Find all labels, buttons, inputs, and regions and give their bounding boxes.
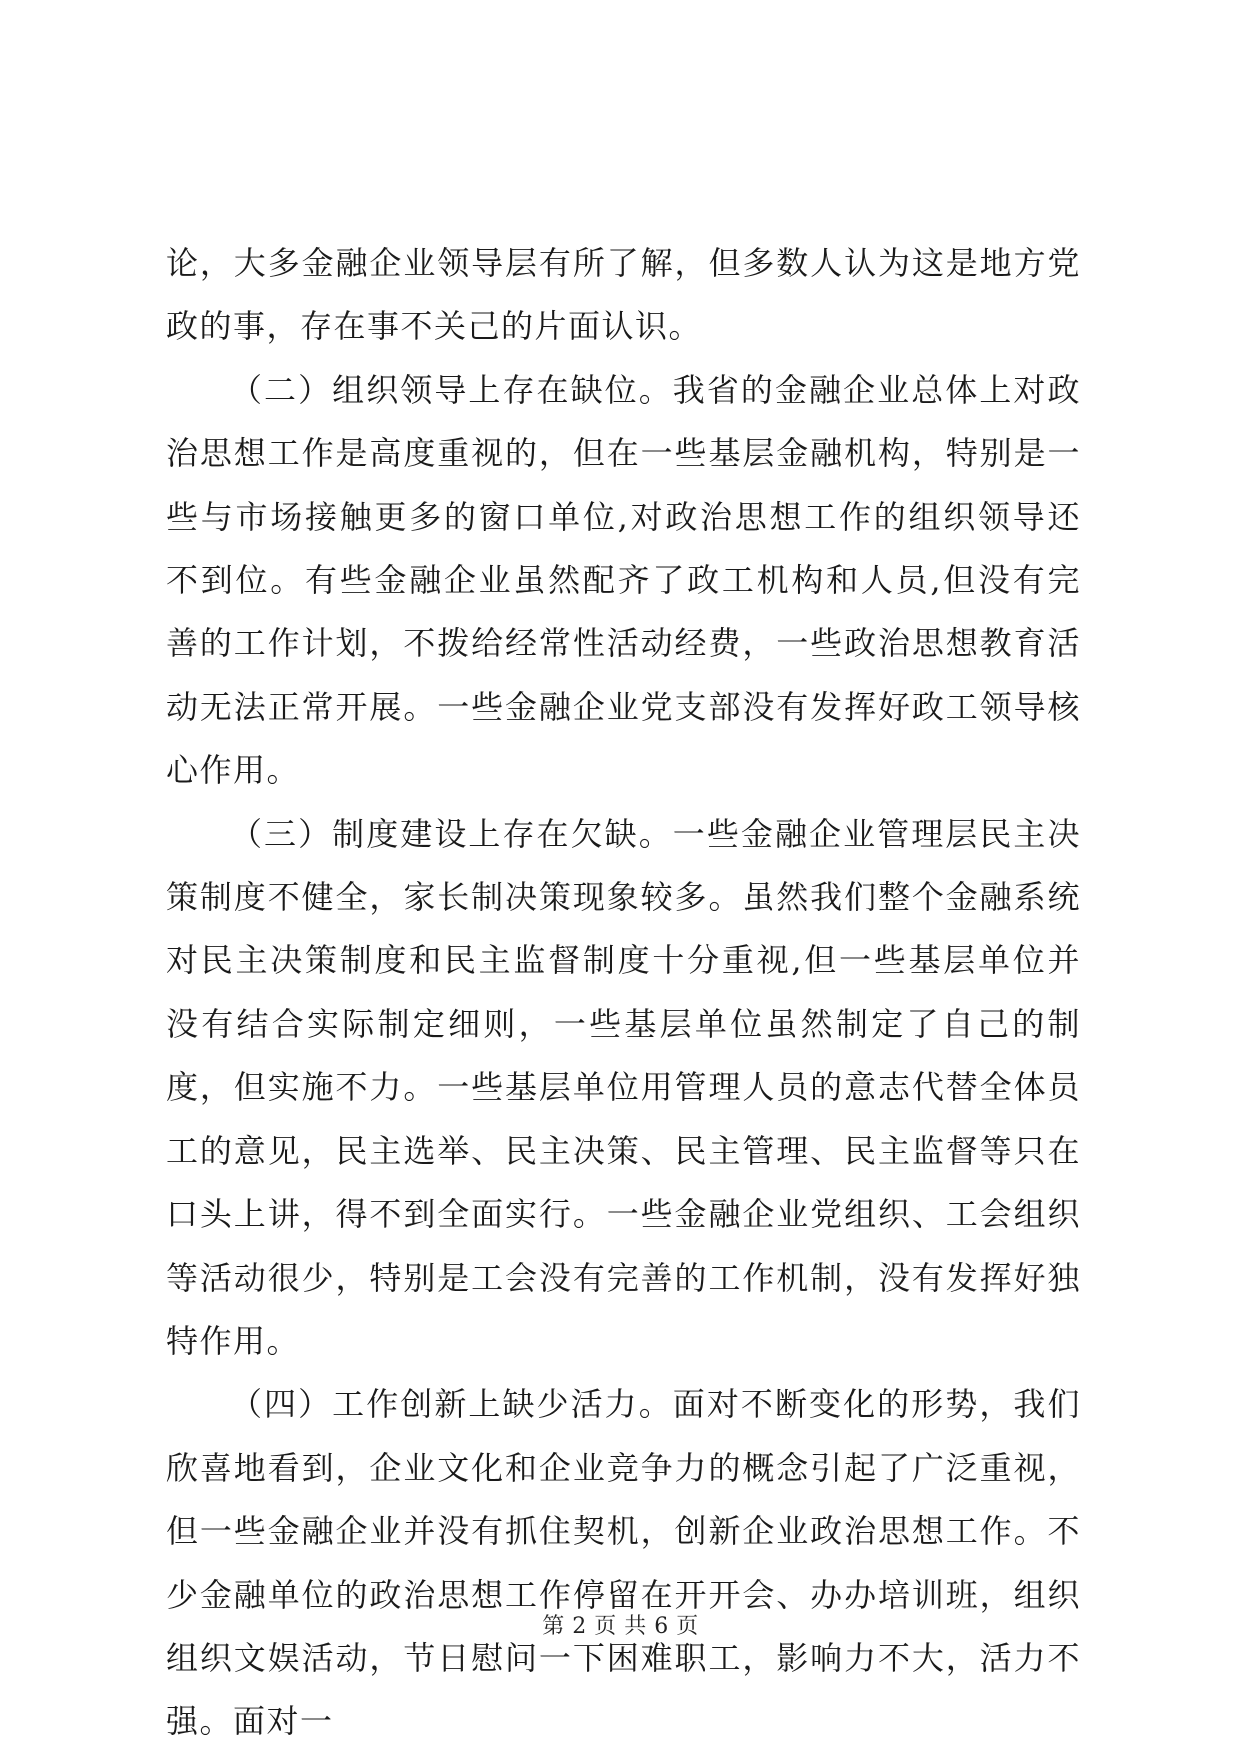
page-footer xyxy=(0,1612,1241,1642)
paragraph-continuation: 论，大多金融企业领导层有所了解，但多数人认为这是地方党政的事，存在事不关己的片面认识。 xyxy=(166,244,1081,346)
paragraph-section-2: （二）组织领导上存在缺位。我省的金融企业总体上对政治思想工作是高度重视的，但在一些基层金融机构，特别是一些与市场接触更多的窗口单位,对政治思想工作的组织领导还不到位。有些金融企业虽然配齐了政工机构和人员,但没有完善的工作计划，不拨给经常性活动经费，一些政治思想教育活动无法正常开展。一些金融企业党支部没有发挥好政工领导核心作用。 xyxy=(166,370,1081,790)
page-number-label: 第 2 页 共 6 页 xyxy=(542,1614,699,1639)
document-body xyxy=(166,232,1081,1754)
paragraph-section-4: （四）工作创新上缺少活力。面对不断变化的形势，我们欣喜地看到，企业文化和企业竞争力的概念引起了广泛重视，但一些金融企业并没有抓住契机，创新企业政治思想工作。不少金融单位的政治思想工作停留在开开会、办办培训班，组织组织文娱活动，节日慰问一下困难职工，影响力不大，活力不强。面对一 xyxy=(166,1385,1081,1741)
paragraph-section-3: （三）制度建设上存在欠缺。一些金融企业管理层民主决策制度不健全，家长制决策现象较多。虽然我们整个金融系统对民主决策制度和民主监督制度十分重视,但一些基层单位并没有结合实际制定细则，一些基层单位虽然制定了自己的制度，但实施不力。一些基层单位用管理人员的意志代替全体员工的意见，民主选举、民主决策、民主管理、民主监督等只在口头上讲，得不到全面实行。一些金融企业党组织、工会组织等活动很少，特别是工会没有完善的工作机制，没有发挥好独特作用。 xyxy=(166,814,1081,1360)
